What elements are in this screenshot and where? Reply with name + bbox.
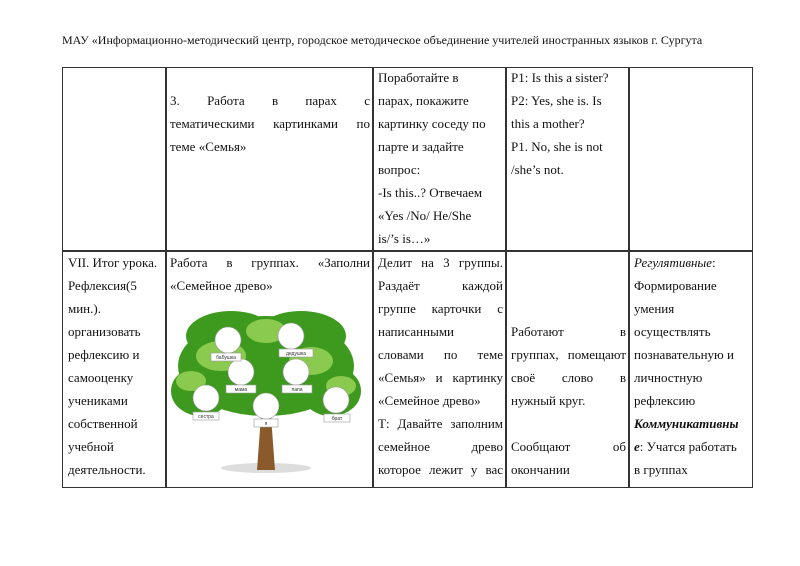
- text-line: VII. Итог урока.: [68, 255, 158, 270]
- communicative-label: Коммуникативны: [634, 416, 739, 431]
- page-header: МАУ «Информационно-методический центр, городское методическое объединение учителей иностранных языков г. Сургута: [62, 33, 703, 47]
- text-line: которое лежит у вас: [378, 462, 503, 477]
- tree-label: мама: [234, 387, 248, 393]
- text-line: осуществлять: [634, 324, 711, 339]
- text-line: учебной: [68, 439, 114, 454]
- tree-label: дедушка: [285, 351, 307, 357]
- text-line: нужный круг.: [511, 393, 586, 408]
- text-line: Поработайте в: [378, 70, 459, 85]
- text-line: группах, помещают: [511, 347, 626, 362]
- text-line: парте и задайте: [378, 139, 464, 154]
- text-line: P1: Is this a sister?: [511, 70, 609, 85]
- text-line: this a mother?: [511, 116, 585, 131]
- row2-stage-cell: [68, 251, 163, 481]
- tree-label: сестра: [198, 414, 214, 420]
- text-line: «Yes /No/ He/She: [378, 208, 472, 223]
- text-line: Раздаёт каждой: [378, 278, 503, 293]
- text-line: Работа в группах. «Заполни: [170, 255, 370, 270]
- tree-label: я: [264, 421, 268, 427]
- text-line: самооценку: [68, 370, 134, 385]
- text-line: Делит на 3 группы.: [378, 255, 503, 270]
- text-line: : Учатся работать: [639, 439, 737, 454]
- row1-teacher-cell: [378, 66, 503, 250]
- text-line: теме «Семья»: [170, 139, 247, 154]
- text-line: Сообщают об: [511, 439, 626, 454]
- text-line: «Семейное древо»: [170, 278, 273, 293]
- row2-student-cell: [511, 320, 626, 481]
- text-line: Формирование: [634, 278, 717, 293]
- text-line: окончании: [511, 462, 570, 477]
- text-line: is/’s is…»: [378, 231, 431, 246]
- text-line: рефлексию и: [68, 347, 140, 362]
- text-line: организовать: [68, 324, 141, 339]
- text-line: умения: [634, 301, 675, 316]
- text-line: группе карточки с: [378, 301, 503, 316]
- text-line: в группах: [634, 462, 688, 477]
- text-line: тематическими картинками по: [170, 116, 370, 131]
- communicative-label-end: е: [634, 439, 640, 454]
- text-line: учениками: [68, 393, 128, 408]
- regulatory-label: Регулятивные: [634, 255, 712, 270]
- row1-student-cell: [511, 66, 626, 181]
- column-divider: [628, 68, 630, 487]
- text-line: Рефлексия(5: [68, 278, 137, 293]
- text-line: познавательную и: [634, 347, 734, 362]
- row2-activity-cell: [170, 251, 370, 297]
- text-line: P2: Yes, she is. Is: [511, 93, 602, 108]
- text-line: личностную: [634, 370, 703, 385]
- text-line: «Семья» и картинку: [378, 370, 503, 385]
- text-line: деятельности.: [68, 462, 146, 477]
- family-tree-image: [171, 306, 361, 476]
- text-line: написанными: [378, 324, 455, 339]
- text-line: P1. No, she is not: [511, 139, 603, 154]
- tree-circle: [215, 327, 241, 353]
- text-line: словами по теме: [378, 347, 503, 362]
- tree-label: брат: [331, 416, 343, 422]
- column-divider: [505, 68, 507, 487]
- text-line: семейное древо: [378, 439, 503, 454]
- row1-activity-cell: [170, 89, 370, 158]
- row2-teacher-cell: [378, 251, 503, 481]
- text-line: /she’s not.: [511, 162, 564, 177]
- text-line: рефлексию: [634, 393, 696, 408]
- text-line: своё слово в: [511, 370, 626, 385]
- text-line: мин.).: [68, 301, 101, 316]
- lesson-table: [62, 67, 753, 488]
- text-line: картинку соседу по: [378, 116, 486, 131]
- row2-outcomes-cell: Регулятивные: Формирование умения осуществлять познавательную и личностную рефлексию Коммуникативны е: Учатся работать в группах: [634, 251, 752, 481]
- text-line: Т: Давайте заполним: [378, 416, 503, 431]
- text-line: парах, покажите: [378, 93, 469, 108]
- text-line: 3. Работа в парах с: [170, 93, 370, 108]
- text-line: -Is this..? Отвечаем: [378, 185, 483, 200]
- column-divider: [165, 68, 167, 487]
- column-divider: [372, 68, 374, 487]
- text-line: «Семейное древо»: [378, 393, 481, 408]
- tree-label: бабушка: [216, 355, 236, 361]
- text-line: Работают в: [511, 324, 626, 339]
- text-line: вопрос:: [378, 162, 421, 177]
- tree-label: папа: [291, 387, 303, 393]
- text-line: собственной: [68, 416, 138, 431]
